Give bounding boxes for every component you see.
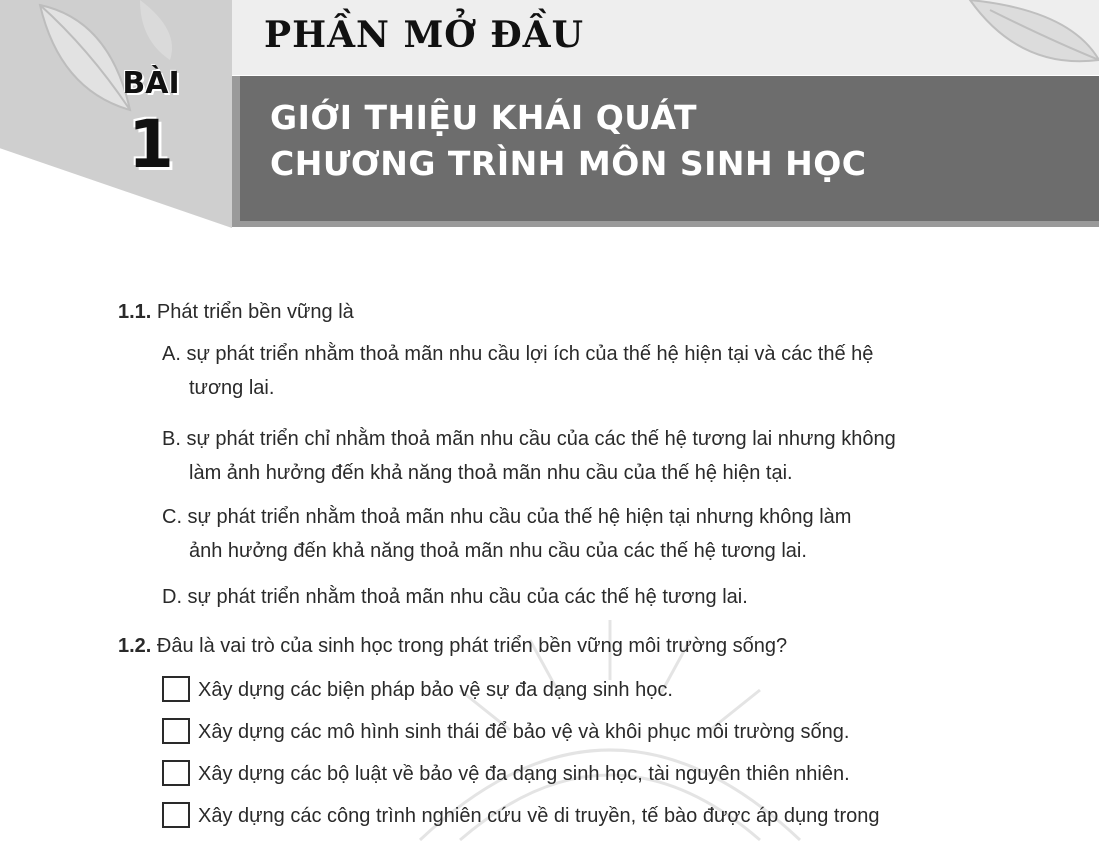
checkbox-label: Xây dựng các công trình nghiên cứu về di truyền, tế bào được áp dụng trong	[198, 805, 880, 827]
lesson-title-line-2: CHƯƠNG TRÌNH MÔN SINH HỌC	[270, 144, 867, 183]
question-number: 1.2.	[118, 635, 152, 657]
option-line-2: tương lai.	[189, 377, 275, 399]
answer-option-c	[162, 500, 1008, 568]
part-title: PHẦN MỞ ĐẦU	[264, 14, 584, 56]
question-text: Đâu là vai trò của sinh học trong phát triển bền vững môi trường sống?	[156, 635, 788, 657]
option-line-1: C. sự phát triển nhằm thoả mãn nhu cầu của thế hệ hiện tại nhưng không làm	[162, 506, 852, 528]
question-1-2	[118, 632, 787, 660]
checkbox-item	[162, 760, 850, 788]
checkbox-icon	[162, 802, 190, 828]
question-text: Phát triển bền vững là	[156, 301, 354, 323]
option-line-2: làm ảnh hưởng đến khả năng thoả mãn nhu cầu của thế hệ hiện tại.	[189, 462, 793, 484]
checkbox-item	[162, 676, 673, 704]
checkbox-icon	[162, 676, 190, 702]
checkbox-icon	[162, 718, 190, 744]
checkbox-label: Xây dựng các mô hình sinh thái để bảo vệ và khôi phục môi trường sống.	[198, 721, 850, 743]
lesson-title-line-1: GIỚI THIỆU KHÁI QUÁT	[270, 98, 698, 137]
option-line-2: ảnh hưởng đến khả năng thoả mãn nhu cầu của các thế hệ tương lai.	[189, 540, 807, 562]
option-line-1: D. sự phát triển nhằm thoả mãn nhu cầu của các thế hệ tương lai.	[162, 586, 748, 608]
question-1-1	[118, 298, 354, 326]
lesson-label: BÀI	[122, 66, 180, 101]
question-number: 1.1.	[118, 301, 152, 323]
checkbox-label: Xây dựng các biện pháp bảo vệ sự đa dạng sinh học.	[198, 679, 673, 701]
option-line-1: A. sự phát triển nhằm thoả mãn nhu cầu lợi ích của thế hệ hiện tại và các thế hệ	[162, 343, 874, 365]
answer-option-a	[162, 337, 1008, 405]
checkbox-item	[162, 802, 879, 830]
checkbox-item	[162, 718, 849, 746]
answer-option-d	[162, 580, 1008, 614]
answer-option-b	[162, 422, 1008, 490]
option-line-1: B. sự phát triển chỉ nhằm thoả mãn nhu cầu của các thế hệ tương lai nhưng không	[162, 428, 896, 450]
checkbox-icon	[162, 760, 190, 786]
checkbox-label: Xây dựng các bộ luật về bảo vệ đa dạng sinh học, tài nguyên thiên nhiên.	[198, 763, 850, 785]
lesson-number: 1	[128, 106, 174, 183]
